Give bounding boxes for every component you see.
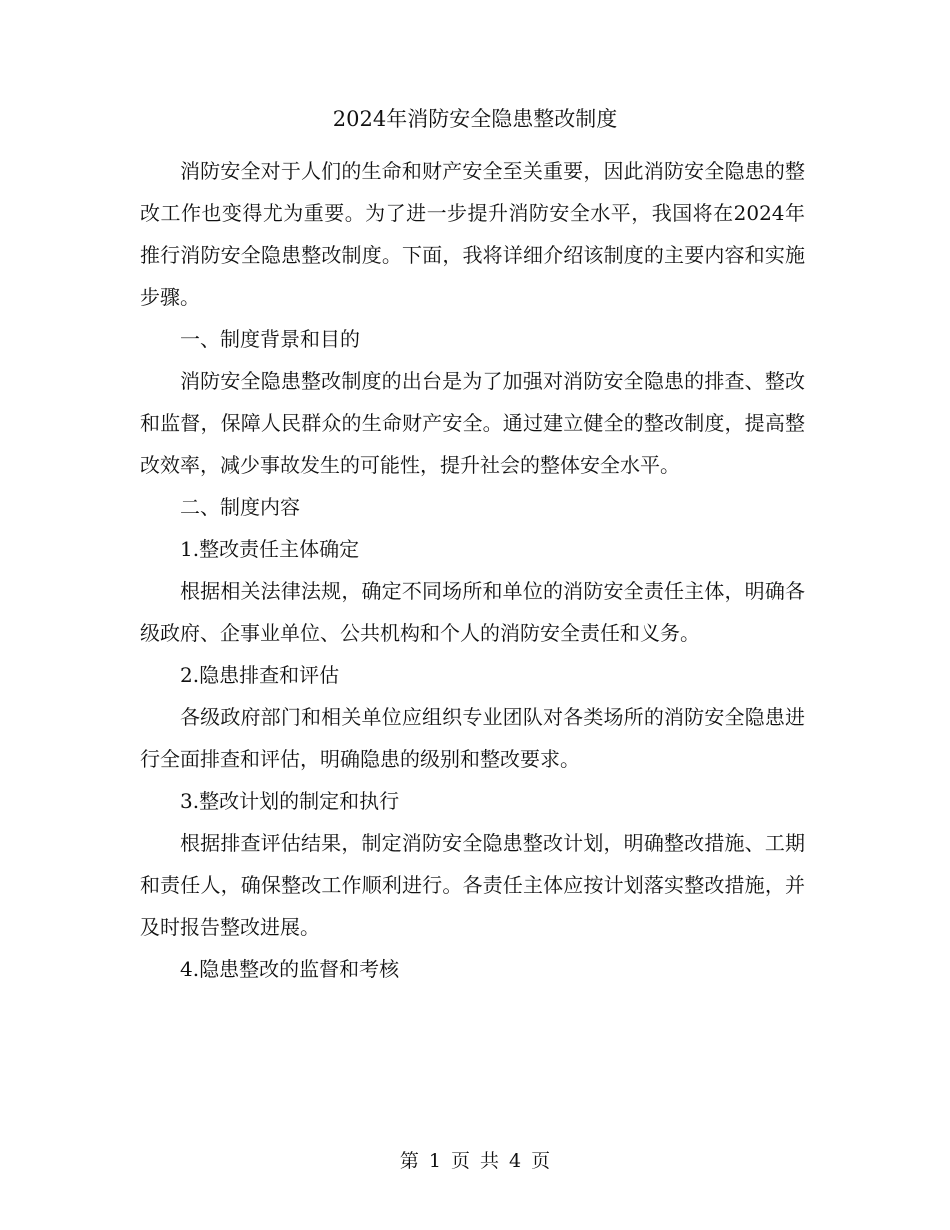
paragraph-responsibility: 根据相关法律法规，确定不同场所和单位的消防安全责任主体，明确各级政府、企事业单位、公共机构和个人的消防安全责任和义务。 <box>140 579 805 645</box>
document-title: 2024年消防安全隐患整改制度 <box>332 107 618 131</box>
document-body <box>140 150 805 990</box>
paragraph-inspection: 各级政府部门和相关单位应组织专业团队对各类场所的消防安全隐患进行全面排查和评估，明确隐患的级别和整改要求。 <box>140 705 805 771</box>
subheading-supervision: 4.隐患整改的监督和考核 <box>180 957 400 981</box>
subheading-inspection: 2.隐患排查和评估 <box>180 663 340 687</box>
page-number-footer: 第 1 页 共 4 页 <box>399 1150 551 1172</box>
subheading-responsibility: 1.整改责任主体确定 <box>180 537 360 561</box>
paragraph-plan: 根据排查评估结果，制定消防安全隐患整改计划，明确整改措施、工期和责任人，确保整改工作顺利进行。各责任主体应按计划落实整改措施，并及时报告整改进展。 <box>140 831 805 939</box>
section-heading-content: 二、制度内容 <box>180 495 300 519</box>
paragraph-intro: 消防安全对于人们的生命和财产安全至关重要，因此消防安全隐患的整改工作也变得尤为重要。为了进一步提升消防安全水平，我国将在2024年推行消防安全隐患整改制度。下面，我将详细介绍该制度的主要内容和实施步骤。 <box>140 159 805 309</box>
paragraph-background: 消防安全隐患整改制度的出台是为了加强对消防安全隐患的排查、整改和监督，保障人民群众的生命财产安全。通过建立健全的整改制度，提高整改效率，减少事故发生的可能性，提升社会的整体安全水平。 <box>140 369 805 477</box>
subheading-plan: 3.整改计划的制定和执行 <box>180 789 400 813</box>
section-heading-background: 一、制度背景和目的 <box>180 327 360 351</box>
